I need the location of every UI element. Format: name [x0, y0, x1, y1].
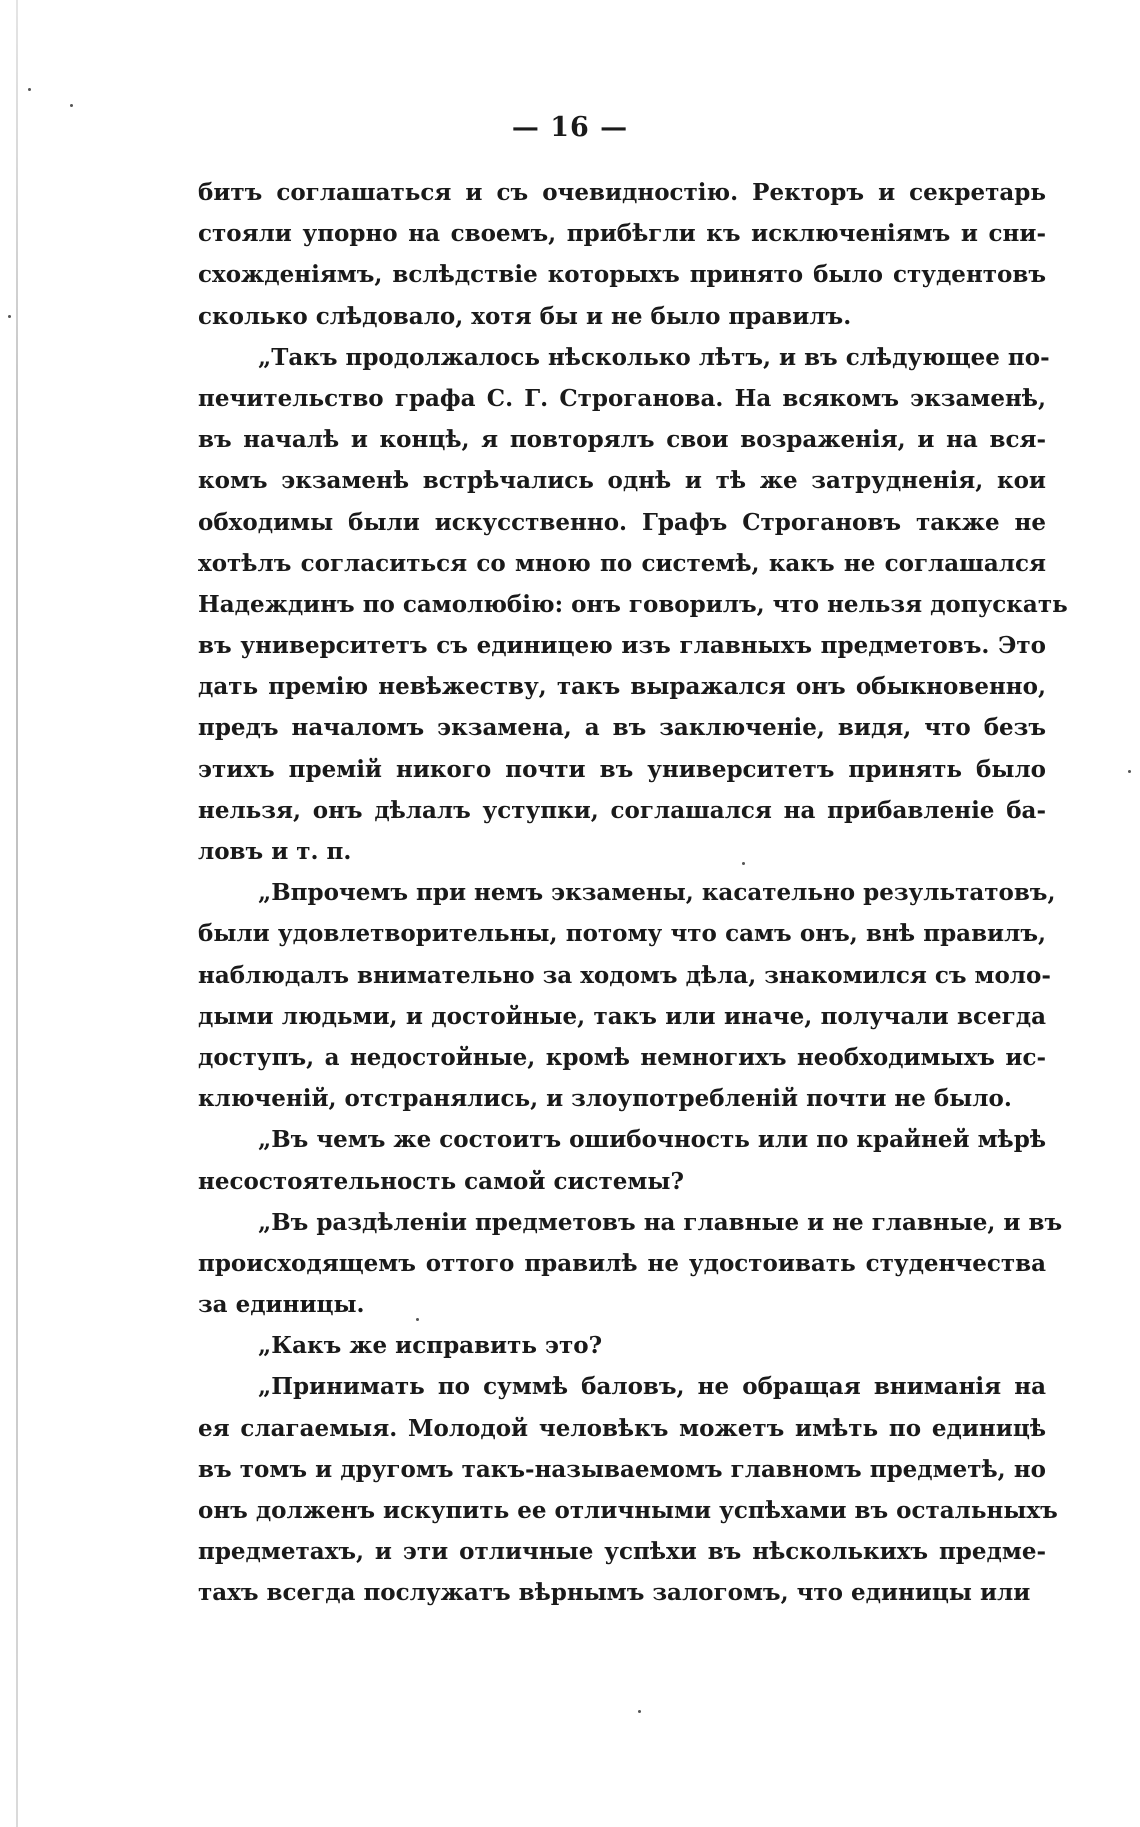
- text-line: наблюдалъ внимательно за ходомъ дѣла, знакомился съ моло-: [198, 961, 1051, 989]
- text-line: дать премію невѣжеству, такъ выражался онъ обыкновенно,: [198, 673, 1046, 701]
- text-line: дыми людьми, и достойные, такъ или иначе, получали всегда: [198, 1002, 1046, 1030]
- text-line: въ томъ и другомъ такъ-называемомъ главномъ предметѣ, но: [198, 1455, 1046, 1483]
- text-line: „Какъ же исправить это?: [258, 1332, 603, 1360]
- text-line: печительство графа С. Г. Строганова. На всякомъ экзаменѣ,: [198, 384, 1046, 412]
- text-line: происходящемъ оттого правилѣ не удостоивать студенчества: [198, 1249, 1046, 1277]
- text-line: комъ экзаменѣ встрѣчались однѣ и тѣ же затрудненія, кои: [198, 467, 1046, 495]
- text-line: нельзя, онъ дѣлалъ уступки, соглашался на прибавленіе ба-: [198, 796, 1046, 824]
- text-line: предъ началомъ экзамена, а въ заключеніе, видя, что безъ: [198, 714, 1046, 742]
- text-line: схожденіямъ, вслѣдствіе которыхъ принято было студентовъ: [198, 261, 1046, 289]
- paragraph: [198, 1202, 1063, 1326]
- text-line: въ университетъ съ единицею изъ главныхъ предметовъ. Это: [198, 632, 1046, 660]
- text-line: въ началѣ и концѣ, я повторялъ свои возраженія, и на вся-: [198, 426, 1046, 454]
- text-line: битъ соглашаться и съ очевидностію. Ректоръ и секретарь: [198, 179, 1046, 206]
- text-line: „Такъ продолжалось нѣсколько лѣтъ, и въ слѣдующее по-: [258, 343, 1050, 371]
- text-line: за единицы.: [198, 1291, 365, 1319]
- text-line: тахъ всегда послужатъ вѣрнымъ залогомъ, что единицы или: [198, 1579, 1031, 1607]
- paragraph: [198, 337, 1068, 872]
- body-text: [198, 172, 1068, 1614]
- text-line: предметахъ, и эти отличные успѣхи въ нѣсколькихъ предме-: [198, 1538, 1046, 1566]
- text-line: „Въ раздѣленіи предметовъ на главные и не главные, и въ: [258, 1208, 1063, 1236]
- paragraph: [198, 1325, 1046, 1366]
- text-line: хотѣлъ согласиться со мною по системѣ, какъ не соглашался: [198, 549, 1046, 577]
- text-line: ключеній, отстранялись, и злоупотребленій почти не было.: [198, 1085, 1012, 1113]
- text-line: сколько слѣдовало, хотя бы и не было правилъ.: [198, 302, 852, 330]
- text-line: стояли упорно на своемъ, прибѣгли къ исключеніямъ и сни-: [198, 220, 1046, 248]
- text-line: несостоятельность самой системы?: [198, 1167, 684, 1195]
- scan-speck: [8, 315, 11, 318]
- scan-speck: [638, 1710, 641, 1713]
- text-line: ловъ и т. п.: [198, 838, 352, 865]
- text-line: доступъ, а недостойные, кромѣ немногихъ необходимыхъ ис-: [198, 1043, 1046, 1071]
- scan-speck: [28, 88, 31, 91]
- text-line: Надеждинъ по самолюбію: онъ говорилъ, что нельзя допускать: [198, 590, 1068, 618]
- text-line: „Въ чемъ же состоитъ ошибочность или по крайней мѣрѣ: [258, 1126, 1046, 1154]
- text-line: обходимы были искусственно. Графъ Строгановъ также не: [198, 508, 1046, 536]
- text-line: онъ долженъ искупить ее отличными успѣхами въ остальныхъ: [198, 1497, 1058, 1524]
- paragraph: [198, 1366, 1058, 1613]
- text-line: „Впрочемъ при немъ экзамены, касательно результатовъ,: [258, 879, 1056, 907]
- paragraph: [198, 872, 1056, 1119]
- page-number: — 16 —: [511, 112, 629, 143]
- text-line: были удовлетворительны, потому что самъ онъ, внѣ правилъ,: [198, 920, 1046, 948]
- paragraph: [198, 172, 1046, 337]
- text-line: „Принимать по суммѣ баловъ, не обращая вниманія на: [258, 1373, 1046, 1401]
- paragraph: [198, 1119, 1046, 1201]
- text-line: этихъ премій никого почти въ университетъ принять было: [198, 755, 1046, 783]
- scan-speck: [70, 104, 73, 107]
- scan-speck: [1128, 770, 1131, 773]
- text-line: ея слагаемыя. Молодой человѣкъ можетъ имѣть по единицѣ: [198, 1414, 1046, 1442]
- scan-edge-shadow: [16, 0, 18, 1827]
